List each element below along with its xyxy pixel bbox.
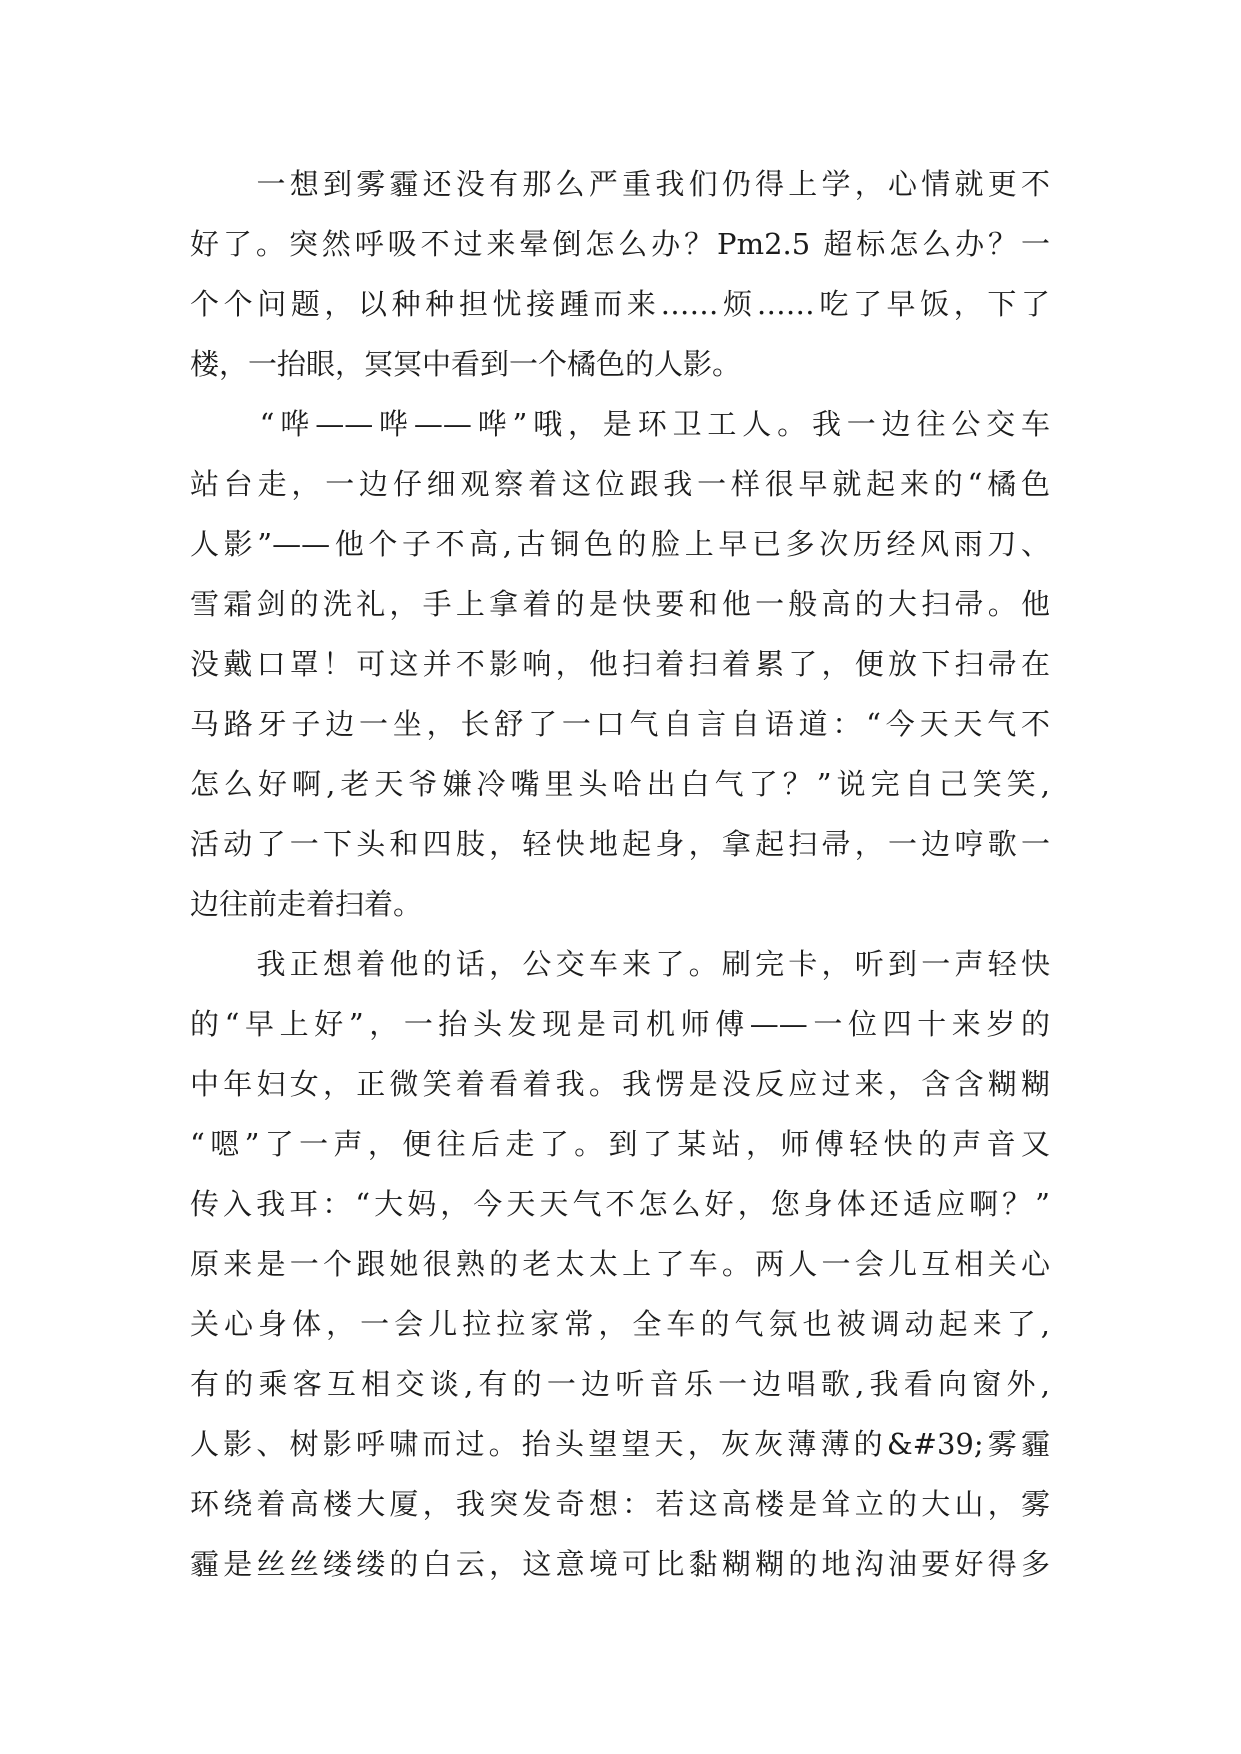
text-line: 站台走，一边仔细观察着这位跟我一样很早就起来的“橘色 bbox=[190, 467, 1050, 501]
text-line: 边往前走着扫着。 bbox=[190, 887, 423, 921]
text-line: “哗——哗——哗”哦，是环卫工人。我一边往公交车 bbox=[190, 407, 1050, 441]
text-line: 马路牙子边一坐，长舒了一口气自言自语道：“今天天气不 bbox=[190, 707, 1050, 741]
text-line: 活动了一下头和四肢，轻快地起身，拿起扫帚，一边哼歌一 bbox=[190, 827, 1050, 861]
text-line: 的“早上好”，一抬头发现是司机师傅——一位四十来岁的 bbox=[190, 1007, 1050, 1041]
text-line: 雪霜剑的洗礼，手上拿着的是快要和他一般高的大扫帚。他 bbox=[190, 587, 1050, 621]
text-line: 好了。突然呼吸不过来晕倒怎么办？Pm2.5 超标怎么办？一 bbox=[190, 227, 1050, 261]
text-line: 人影”——他个子不高,古铜色的脸上早已多次历经风雨刀、 bbox=[190, 527, 1050, 561]
text-line: 没戴口罩！可这并不影响，他扫着扫着累了，便放下扫帚在 bbox=[190, 647, 1050, 681]
essay-text bbox=[190, 154, 1050, 1594]
text-line: 我正想着他的话，公交车来了。刷完卡，听到一声轻快 bbox=[190, 947, 1050, 981]
text-line: 霾是丝丝缕缕的白云，这意境可比黏糊糊的地沟油要好得多 bbox=[190, 1547, 1050, 1581]
text-line: 有的乘客互相交谈,有的一边听音乐一边唱歌,我看向窗外, bbox=[190, 1367, 1050, 1401]
text-line: 个个问题，以种种担忧接踵而来……烦……吃了早饭，下了 bbox=[190, 287, 1050, 321]
text-line: 关心身体，一会儿拉拉家常，全车的气氛也被调动起来了, bbox=[190, 1307, 1050, 1341]
text-line: 传入我耳：“大妈，今天天气不怎么好，您身体还适应啊？” bbox=[190, 1187, 1050, 1221]
text-line: “嗯”了一声，便往后走了。到了某站，师傅轻快的声音又 bbox=[190, 1127, 1050, 1161]
text-line: 人影、树影呼啸而过。抬头望望天，灰灰薄薄的&#39;雾霾 bbox=[190, 1427, 1050, 1461]
text-line: 原来是一个跟她很熟的老太太上了车。两人一会儿互相关心 bbox=[190, 1247, 1050, 1281]
text-line: 中年妇女，正微笑着看着我。我愣是没反应过来，含含糊糊 bbox=[190, 1067, 1050, 1101]
text-line: 一想到雾霾还没有那么严重我们仍得上学，心情就更不 bbox=[190, 167, 1050, 201]
text-line: 环绕着高楼大厦，我突发奇想：若这高楼是耸立的大山，雾 bbox=[190, 1487, 1050, 1521]
text-line: 楼，一抬眼，冥冥中看到一个橘色的人影。 bbox=[190, 347, 742, 381]
text-line: 怎么好啊,老天爷嫌冷嘴里头哈出白气了？”说完自己笑笑, bbox=[190, 767, 1050, 801]
